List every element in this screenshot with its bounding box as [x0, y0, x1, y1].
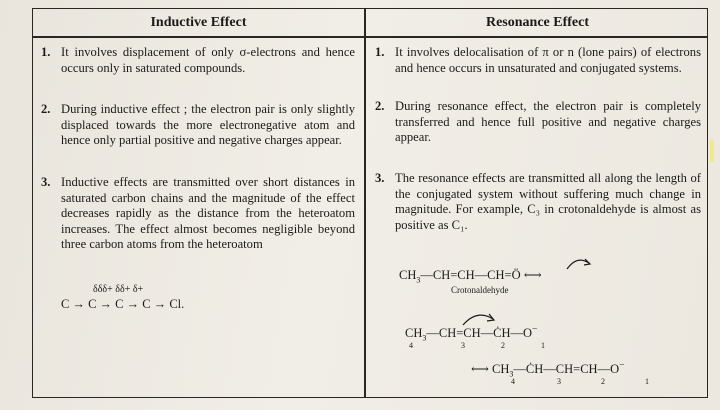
partial-charge-labels: δδδ+ δδ+ δ+ — [93, 284, 144, 295]
carbon-index-2: 2 — [601, 377, 605, 386]
point-text: Inductive effects are transmitted over short distances in saturated carbon chains and the magnitude of the effect decreases rapidly as the distance from the heteroatom increases. The effect almost becomes negligible beyond three carbon atoms from the heteroatom — [61, 175, 355, 252]
resonance-point-2 — [375, 99, 701, 146]
carbon-index-3: 3 — [557, 377, 561, 386]
inductive-point-3 — [41, 175, 355, 253]
column-divider — [364, 9, 366, 397]
comparison-table — [32, 8, 708, 398]
carbon-index-4: 4 — [511, 377, 515, 386]
resonance-structure-3: ⟷ $CH_3—ĊH—CH=CH—O^-$ — [471, 361, 625, 379]
pi-shift-arrow-icon — [457, 309, 517, 329]
point-number: 1. — [375, 45, 385, 59]
highlighter-mark — [710, 140, 714, 162]
point-text: During inductive effect ; the electron pair is only slightly displaced towards the more electronegative atom and hence only partial positive and negative charges appear. — [61, 102, 355, 148]
electron-shift-arrow-icon — [563, 255, 613, 273]
point-number: 3. — [41, 175, 51, 189]
header-resonance-effect: Resonance Effect — [485, 15, 590, 30]
resonance-structure-2: $CH_3—CH=CH—ĊH—O^-$ — [405, 325, 538, 343]
inductive-point-2 — [41, 102, 355, 149]
carbon-index-2: 2 — [501, 341, 505, 350]
header-inductive-effect: Inductive Effect — [150, 15, 247, 30]
point-text: It involves displacement of only σ-electrons and hence occurs only in saturated compounds. — [61, 45, 355, 75]
point-number: 2. — [41, 102, 51, 116]
carbon-index-1: 1 — [645, 377, 649, 386]
point-number: 3. — [375, 171, 385, 185]
carbon-index-4: 4 — [409, 341, 413, 350]
point-text: The resonance effects are transmitted all along the length of the conjugated system without suffering much change in magnitude. For example, C₃ in crotonaldehyde is almost as positive as C₁. — [395, 171, 701, 232]
crotonaldehyde-structure: $CH_3—CH=CH—CH=Ö$ ⟷ — [399, 268, 542, 285]
header-rule — [33, 36, 707, 38]
carbon-index-3: 3 — [461, 341, 465, 350]
point-text: During resonance effect, the electron pair is completely transferred and hence full positive and negative charges appear. — [395, 99, 701, 145]
point-number: 1. — [41, 45, 51, 59]
point-text: It involves delocalisation of π or n (lone pairs) of electrons and hence occurs in unsaturated and conjugated systems. — [395, 45, 701, 75]
point-number: 2. — [375, 99, 385, 113]
carbon-index-1: 1 — [541, 341, 545, 350]
inductive-point-1 — [41, 45, 355, 76]
resonance-point-3 — [375, 171, 701, 233]
compound-caption: Crotonaldehyde — [451, 285, 509, 295]
inductive-chain-formula: C → C → C → C → Cl. — [61, 297, 185, 311]
resonance-point-1 — [375, 45, 701, 76]
